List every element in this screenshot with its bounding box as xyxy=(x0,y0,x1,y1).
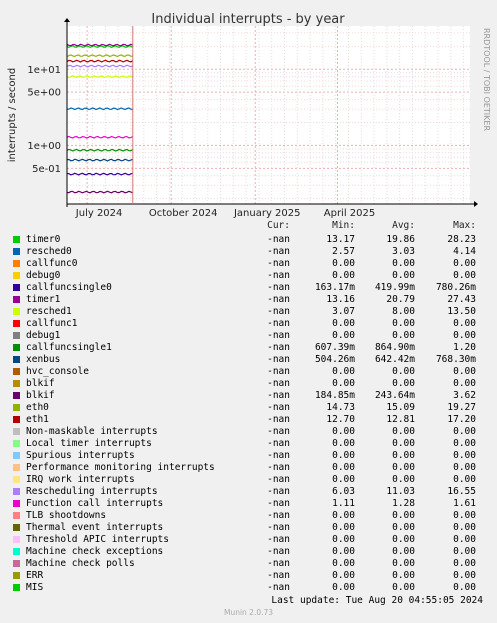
legend-swatch xyxy=(13,284,20,291)
x-tick-labels xyxy=(75,208,375,219)
legend-label: IRQ work interrupts xyxy=(26,474,135,485)
legend-avg: 0.00 xyxy=(392,510,415,521)
legend-min: 607.39m xyxy=(314,342,355,353)
legend-max: 0.00 xyxy=(453,570,476,581)
legend-max: 27.43 xyxy=(447,294,476,305)
legend-row xyxy=(0,258,497,270)
legend-row xyxy=(0,522,497,534)
legend-label: blkif xyxy=(26,378,55,389)
legend-label: eth0 xyxy=(26,402,49,413)
legend-avg: 0.00 xyxy=(392,462,415,473)
legend-label: timer0 xyxy=(26,234,61,245)
x-tick-label-3: April 2025 xyxy=(323,208,376,219)
legend-avg: 0.00 xyxy=(392,522,415,533)
legend-max: 0.00 xyxy=(453,462,476,473)
legend-row xyxy=(0,534,497,546)
legend-row xyxy=(0,354,497,366)
legend-label: xenbus xyxy=(26,354,61,365)
legend-min: 13.17 xyxy=(326,234,355,245)
legend-avg: 0.00 xyxy=(392,270,415,281)
legend-min: 0.00 xyxy=(332,330,355,341)
legend-min: 0.00 xyxy=(332,570,355,581)
legend-cur: -nan xyxy=(267,306,290,317)
legend-row xyxy=(0,546,497,558)
legend-min: 0.00 xyxy=(332,426,355,437)
legend-min: 0.00 xyxy=(332,258,355,269)
legend-cur: -nan xyxy=(267,438,290,449)
legend-swatch xyxy=(13,536,20,543)
rrdtool-credit: RRDTOOL / TOBI OETIKER xyxy=(482,28,491,132)
legend-min: 0.00 xyxy=(332,366,355,377)
legend-swatch xyxy=(13,464,20,471)
legend-swatch xyxy=(13,380,20,387)
legend-swatch xyxy=(13,368,20,375)
legend-row xyxy=(0,270,497,282)
legend-cur: -nan xyxy=(267,534,290,545)
legend-avg: 15.09 xyxy=(386,402,415,413)
legend-max: 13.50 xyxy=(447,306,476,317)
y-tick-label-1: 5e+00 xyxy=(27,87,61,99)
y-axis-label: interrupts / second xyxy=(7,67,18,163)
legend-avg: 0.00 xyxy=(392,558,415,569)
legend-min: 0.00 xyxy=(332,378,355,389)
legend-min: 0.00 xyxy=(332,534,355,545)
legend-label: Performance monitoring interrupts xyxy=(26,462,215,473)
column-cur: Cur: xyxy=(267,220,290,231)
legend-row xyxy=(0,426,497,438)
legend-max: 0.00 xyxy=(453,510,476,521)
legend-min: 0.00 xyxy=(332,546,355,557)
legend-max: 1.61 xyxy=(453,498,476,509)
legend-max: 28.23 xyxy=(447,234,476,245)
legend-max: 0.00 xyxy=(453,378,476,389)
legend-label: callfuncsingle1 xyxy=(26,342,112,353)
legend-avg: 419.99m xyxy=(374,282,415,293)
legend-swatch xyxy=(13,572,20,579)
legend-row xyxy=(0,246,497,258)
legend-avg: 243.64m xyxy=(374,390,415,401)
legend-row xyxy=(0,510,497,522)
legend-max: 0.00 xyxy=(453,366,476,377)
legend-min: 0.00 xyxy=(332,270,355,281)
legend-max: 19.27 xyxy=(447,402,476,413)
legend-cur: -nan xyxy=(267,582,290,593)
x-tick-label-1: October 2024 xyxy=(148,208,218,219)
legend-label: TLB shootdowns xyxy=(26,510,107,521)
legend-label: timer1 xyxy=(26,294,61,305)
legend-max: 780.26m xyxy=(435,282,476,293)
legend-max: 4.14 xyxy=(453,246,476,257)
legend-label: hvc_console xyxy=(26,366,89,377)
legend-max: 0.00 xyxy=(453,558,476,569)
legend-row xyxy=(0,366,497,378)
chart-title: Individual interrupts - by year xyxy=(151,12,345,27)
legend-min: 12.70 xyxy=(326,414,355,425)
legend-min: 3.07 xyxy=(332,306,355,317)
legend-max: 0.00 xyxy=(453,258,476,269)
last-update: Last update: Tue Aug 20 04:55:05 2024 xyxy=(271,595,483,606)
legend-avg: 8.00 xyxy=(392,306,415,317)
legend-min: 504.26m xyxy=(314,354,355,365)
legend-avg: 0.00 xyxy=(392,330,415,341)
legend-cur: -nan xyxy=(267,510,290,521)
legend-min: 0.00 xyxy=(332,462,355,473)
legend-swatch xyxy=(13,392,20,399)
legend-label: Local timer interrupts xyxy=(26,438,152,449)
legend-label: resched0 xyxy=(26,246,72,257)
legend-cur: -nan xyxy=(267,414,290,425)
legend-avg: 0.00 xyxy=(392,474,415,485)
legend-max: 0.00 xyxy=(453,330,476,341)
legend-min: 0.00 xyxy=(332,318,355,329)
legend-swatch xyxy=(13,296,20,303)
legend-max: 768.30m xyxy=(435,354,476,365)
legend-min: 0.00 xyxy=(332,474,355,485)
legend-min: 13.16 xyxy=(326,294,355,305)
legend-avg: 1.28 xyxy=(392,498,415,509)
legend-label: callfuncsingle0 xyxy=(26,282,112,293)
legend-cur: -nan xyxy=(267,354,290,365)
legend-swatch xyxy=(13,320,20,327)
legend-row xyxy=(0,486,497,498)
legend-cur: -nan xyxy=(267,486,290,497)
legend-label: Spurious interrupts xyxy=(26,450,135,461)
legend-swatch xyxy=(13,272,20,279)
legend-label: Non-maskable interrupts xyxy=(26,426,158,437)
legend-header xyxy=(0,220,497,232)
legend-row xyxy=(0,378,497,390)
legend-cur: -nan xyxy=(267,282,290,293)
legend-avg: 0.00 xyxy=(392,366,415,377)
legend-max: 0.00 xyxy=(453,474,476,485)
legend-label: MIS xyxy=(26,582,44,593)
legend-row xyxy=(0,582,497,594)
legend-swatch xyxy=(13,452,20,459)
legend-swatch xyxy=(13,260,20,267)
legend-swatch xyxy=(13,524,20,531)
legend-min: 0.00 xyxy=(332,522,355,533)
legend-max: 0.00 xyxy=(453,582,476,593)
legend-swatch xyxy=(13,440,20,447)
legend-swatch xyxy=(13,404,20,411)
legend-avg: 642.42m xyxy=(374,354,415,365)
legend-avg: 20.79 xyxy=(386,294,415,305)
legend-label: Machine check polls xyxy=(26,558,135,569)
y-tick-labels xyxy=(27,65,61,175)
legend-row xyxy=(0,558,497,570)
y-tick-label-2: 1e+00 xyxy=(27,140,61,152)
legend-max: 0.00 xyxy=(453,426,476,437)
y-tick-label-3: 5e-01 xyxy=(32,163,61,175)
legend-cur: -nan xyxy=(267,294,290,305)
legend-max: 17.20 xyxy=(447,414,476,425)
legend-row xyxy=(0,342,497,354)
legend-max: 0.00 xyxy=(453,438,476,449)
legend-row xyxy=(0,318,497,330)
legend-label: callfunc0 xyxy=(26,258,78,269)
legend-cur: -nan xyxy=(267,270,290,281)
legend-min: 0.00 xyxy=(332,438,355,449)
legend-max: 0.00 xyxy=(453,270,476,281)
legend-row xyxy=(0,330,497,342)
legend-row xyxy=(0,450,497,462)
legend-max: 0.00 xyxy=(453,318,476,329)
legend-min: 2.57 xyxy=(332,246,355,257)
legend-min: 0.00 xyxy=(332,510,355,521)
legend-cur: -nan xyxy=(267,546,290,557)
legend-max: 0.00 xyxy=(453,534,476,545)
legend-avg: 0.00 xyxy=(392,258,415,269)
legend-label: blkif xyxy=(26,390,55,401)
legend-max: 0.00 xyxy=(453,522,476,533)
legend-max: 3.62 xyxy=(453,390,476,401)
legend-max: 0.00 xyxy=(453,546,476,557)
legend-min: 6.03 xyxy=(332,486,355,497)
legend-min: 1.11 xyxy=(332,498,355,509)
legend-avg: 19.86 xyxy=(386,234,415,245)
legend-swatch xyxy=(13,344,20,351)
legend-swatch xyxy=(13,356,20,363)
legend-swatch xyxy=(13,308,20,315)
legend-swatch xyxy=(13,428,20,435)
legend-min: 0.00 xyxy=(332,582,355,593)
legend-avg: 0.00 xyxy=(392,534,415,545)
legend-row xyxy=(0,462,497,474)
legend-label: debug1 xyxy=(26,330,61,341)
legend-label: Machine check exceptions xyxy=(26,546,164,557)
legend-cur: -nan xyxy=(267,258,290,269)
chart xyxy=(0,0,497,220)
legend-avg: 0.00 xyxy=(392,546,415,557)
legend-swatch xyxy=(13,416,20,423)
legend-swatch xyxy=(13,488,20,495)
legend-row xyxy=(0,234,497,246)
legend-swatch xyxy=(13,236,20,243)
legend-min: 14.73 xyxy=(326,402,355,413)
legend-cur: -nan xyxy=(267,330,290,341)
legend-row xyxy=(0,414,497,426)
legend-cur: -nan xyxy=(267,366,290,377)
legend-label: Rescheduling interrupts xyxy=(26,486,158,497)
legend-max: 0.00 xyxy=(453,450,476,461)
legend-min: 163.17m xyxy=(314,282,355,293)
x-tick-label-0: July 2024 xyxy=(75,208,123,219)
x-axis-arrow xyxy=(474,201,478,207)
legend-avg: 0.00 xyxy=(392,318,415,329)
legend-swatch xyxy=(13,500,20,507)
legend-label: Thermal event interrupts xyxy=(26,522,164,533)
legend-cur: -nan xyxy=(267,426,290,437)
legend-cur: -nan xyxy=(267,462,290,473)
legend-cur: -nan xyxy=(267,342,290,353)
legend-avg: 11.03 xyxy=(386,486,415,497)
legend-cur: -nan xyxy=(267,378,290,389)
legend-swatch xyxy=(13,560,20,567)
legend-swatch xyxy=(13,248,20,255)
legend-avg: 0.00 xyxy=(392,426,415,437)
legend-swatch xyxy=(13,512,20,519)
column-min: Min: xyxy=(332,220,355,231)
legend-swatch xyxy=(13,584,20,591)
legend-row xyxy=(0,570,497,582)
legend-cur: -nan xyxy=(267,234,290,245)
x-tick-label-2: January 2025 xyxy=(233,208,301,219)
legend-label: callfunc1 xyxy=(26,318,78,329)
legend-row xyxy=(0,282,497,294)
legend-avg: 0.00 xyxy=(392,570,415,581)
legend-cur: -nan xyxy=(267,522,290,533)
legend-avg: 12.81 xyxy=(386,414,415,425)
legend-avg: 3.03 xyxy=(392,246,415,257)
legend-row xyxy=(0,402,497,414)
legend-min: 184.85m xyxy=(314,390,355,401)
legend-cur: -nan xyxy=(267,474,290,485)
legend-label: Function call interrupts xyxy=(26,498,164,509)
legend-row xyxy=(0,498,497,510)
legend-cur: -nan xyxy=(267,390,290,401)
legend-avg: 0.00 xyxy=(392,450,415,461)
legend-avg: 0.00 xyxy=(392,378,415,389)
y-axis-arrow xyxy=(64,18,70,22)
legend-label: eth1 xyxy=(26,414,49,425)
legend-swatch xyxy=(13,476,20,483)
legend-row xyxy=(0,438,497,450)
legend-row xyxy=(0,306,497,318)
legend-cur: -nan xyxy=(267,246,290,257)
legend-row xyxy=(0,390,497,402)
legend-cur: -nan xyxy=(267,402,290,413)
y-tick-label-0: 1e+01 xyxy=(27,64,61,76)
munin-version: Munin 2.0.73 xyxy=(223,608,274,617)
legend-label: resched1 xyxy=(26,306,72,317)
legend-label: Threshold APIC interrupts xyxy=(26,534,169,545)
legend-cur: -nan xyxy=(267,318,290,329)
legend-label: debug0 xyxy=(26,270,61,281)
legend-min: 0.00 xyxy=(332,558,355,569)
legend-cur: -nan xyxy=(267,450,290,461)
legend-row xyxy=(0,474,497,486)
legend-swatch xyxy=(13,332,20,339)
legend-swatch xyxy=(13,548,20,555)
legend-row xyxy=(0,294,497,306)
column-max: Max: xyxy=(453,220,476,231)
legend-label: ERR xyxy=(26,570,44,581)
legend-min: 0.00 xyxy=(332,450,355,461)
column-avg: Avg: xyxy=(392,220,415,231)
legend-avg: 0.00 xyxy=(392,438,415,449)
legend-avg: 864.90m xyxy=(374,342,415,353)
legend-cur: -nan xyxy=(267,570,290,581)
legend-cur: -nan xyxy=(267,558,290,569)
legend-avg: 0.00 xyxy=(392,582,415,593)
plot-background xyxy=(67,26,470,204)
legend-cur: -nan xyxy=(267,498,290,509)
legend-max: 1.20 xyxy=(453,342,476,353)
legend-max: 16.55 xyxy=(447,486,476,497)
